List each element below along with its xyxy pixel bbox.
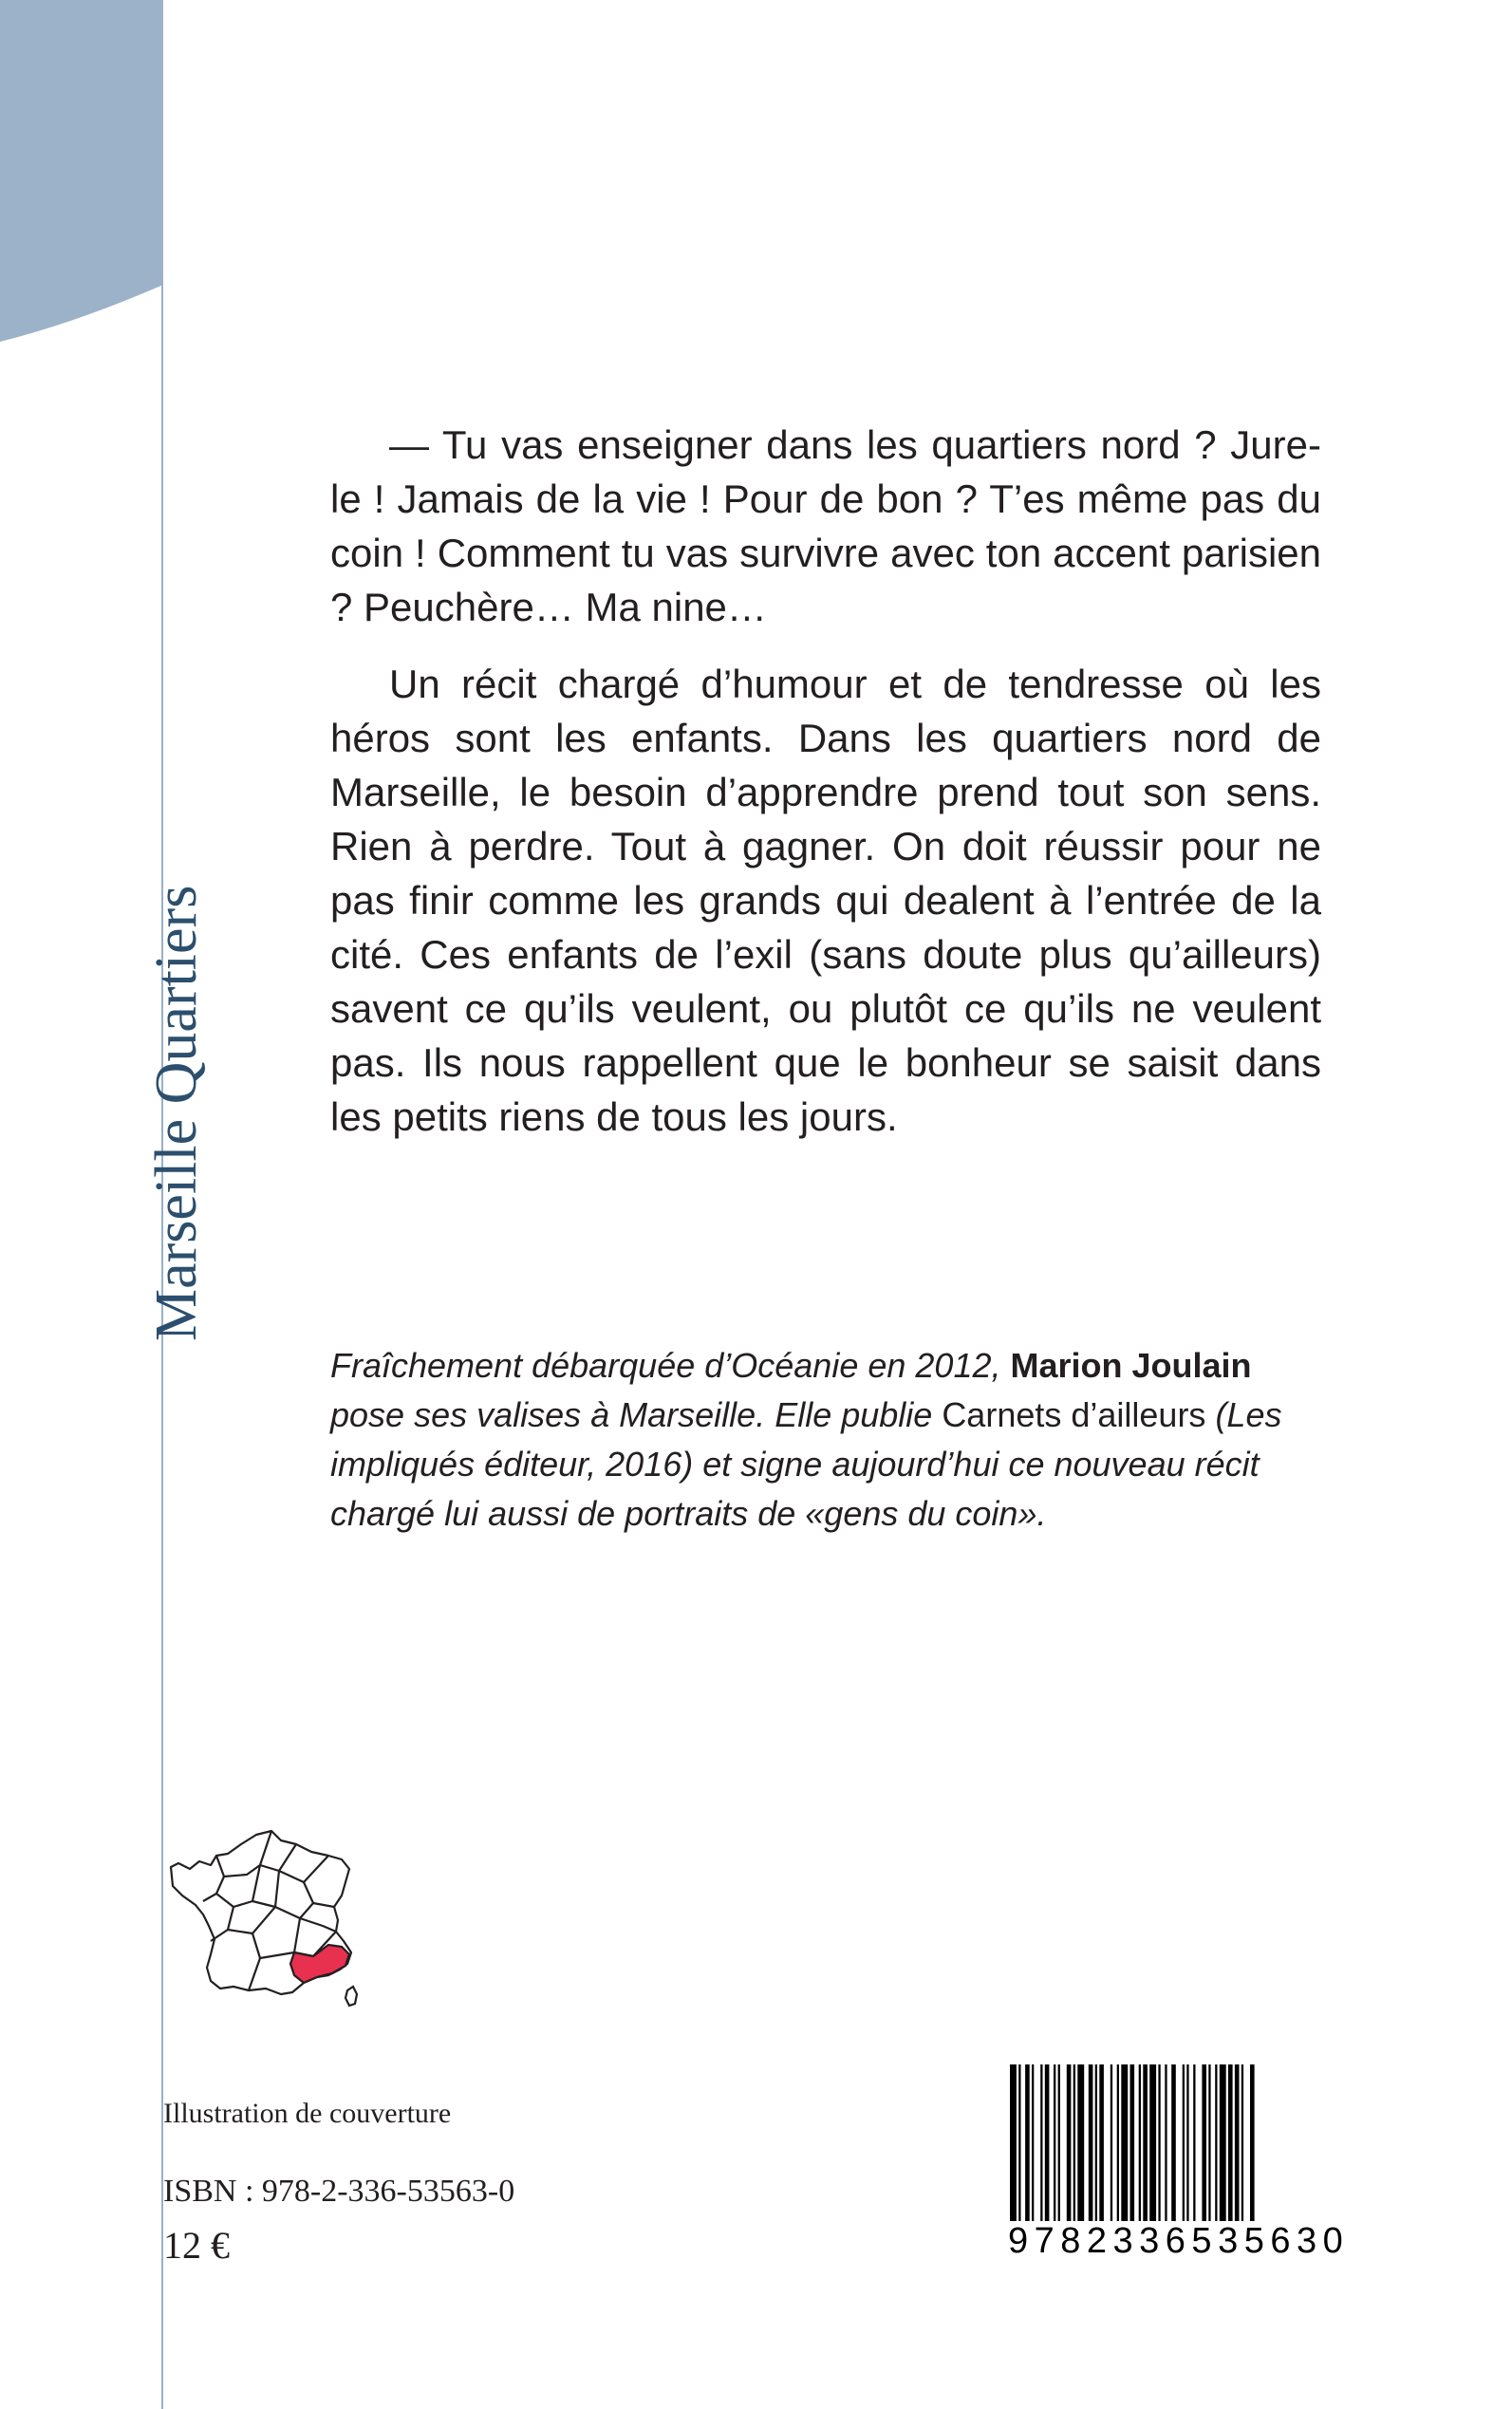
highlighted-region xyxy=(290,1945,349,1983)
barcode-bar xyxy=(1117,2064,1119,2221)
barcode-bar xyxy=(1171,2064,1176,2221)
barcode-bar xyxy=(1208,2064,1210,2221)
bio-part2: pose ses valises à Marseille. Elle publie xyxy=(330,1395,943,1434)
barcode-bar xyxy=(1143,2064,1148,2221)
barcode-bar xyxy=(1073,2064,1075,2221)
barcode-bar xyxy=(1228,2064,1233,2221)
barcode-bar xyxy=(1010,2064,1017,2221)
blurb-dialogue: — Tu vas enseigner dans les quartiers nord ? Jure-le ! Jamais de la vie ! Pour de bon ? T’es même pas du coin ! Comment tu vas survivre avec ton accent parisien ? Peuchère… Ma nine… xyxy=(330,422,1321,629)
corsica-shape xyxy=(345,1987,357,2006)
barcode-bar xyxy=(1025,2064,1030,2221)
barcode-bar xyxy=(1032,2064,1034,2221)
barcode-bar xyxy=(1165,2064,1167,2221)
barcode-bar xyxy=(1215,2064,1217,2221)
cover-illustration-credit: Illustration de couverture xyxy=(163,2098,452,2129)
barcode-bar xyxy=(1193,2064,1195,2221)
ean13-barcode-icon xyxy=(1006,2064,1326,2221)
barcode-bar xyxy=(1186,2064,1188,2221)
barcode-bar xyxy=(1077,2064,1084,2221)
bio-part1: Fraîchement débarquée d’Océanie en 2012, xyxy=(330,1346,1011,1385)
isbn-number: ISBN : 978-2-336-53563-0 xyxy=(163,2174,515,2209)
barcode-bar xyxy=(1067,2064,1072,2221)
barcode-bar xyxy=(1202,2064,1206,2221)
barcode-bar xyxy=(1149,2064,1156,2221)
barcode-bar xyxy=(1183,2064,1185,2221)
barcode-bar xyxy=(1121,2064,1128,2221)
barcode-bar xyxy=(1241,2064,1243,2221)
barcode-digits: 9782336535630 xyxy=(1008,2221,1350,2261)
barcode-bar xyxy=(1040,2064,1042,2221)
book-title: Carnets d’ailleurs xyxy=(942,1395,1206,1434)
france-regions-map-icon xyxy=(161,1827,361,2008)
barcode-bar xyxy=(1089,2064,1093,2221)
spine-title: Marseille Quartiers xyxy=(144,885,209,1341)
barcode-bar xyxy=(1130,2064,1135,2221)
bio-part3: (Les impliqués éditeur, 2016) et signe aujourd’hui ce nouveau récit chargé lui aussi de portraits de «gens du coin». xyxy=(330,1395,1282,1533)
barcode-bar xyxy=(1111,2064,1112,2221)
price: 12 € xyxy=(163,2224,230,2267)
author-name: Marion Joulain xyxy=(1010,1346,1252,1385)
barcode-bar xyxy=(1220,2064,1226,2221)
back-cover-blurb xyxy=(330,418,1321,1144)
barcode-bar xyxy=(1054,2064,1055,2221)
barcode-bar xyxy=(1095,2064,1097,2221)
barcode-bar xyxy=(1045,2064,1050,2221)
barcode-bar xyxy=(1099,2064,1104,2221)
barcode-bar xyxy=(1139,2064,1141,2221)
barcode-bar xyxy=(1235,2064,1240,2221)
barcode-bar xyxy=(1058,2064,1060,2221)
barcode-bar xyxy=(1250,2064,1255,2221)
spine-color-band xyxy=(0,0,163,342)
author-bio xyxy=(330,1341,1321,1539)
barcode-bar xyxy=(1018,2064,1020,2221)
blurb-summary: Un récit chargé d’humour et de tendresse où les héros sont les enfants. Dans les quartiers nord de Marseille, le besoin d’apprendre prend tout son sens. Rien à perdre. Tout à gagner. On doit réussir pour ne pas finir comme les grands qui dealent à l’entrée de la cité. Ces enfants de l’exil (sans doute plus qu’ailleurs) savent ce qu’ils veulent, ou plutôt ce qu’ils ne veulent pas. Ils nous rappellent que le bonheur se saisit dans les petits riens de tous les jours. xyxy=(330,662,1321,1139)
barcode-bar xyxy=(1158,2064,1160,2221)
